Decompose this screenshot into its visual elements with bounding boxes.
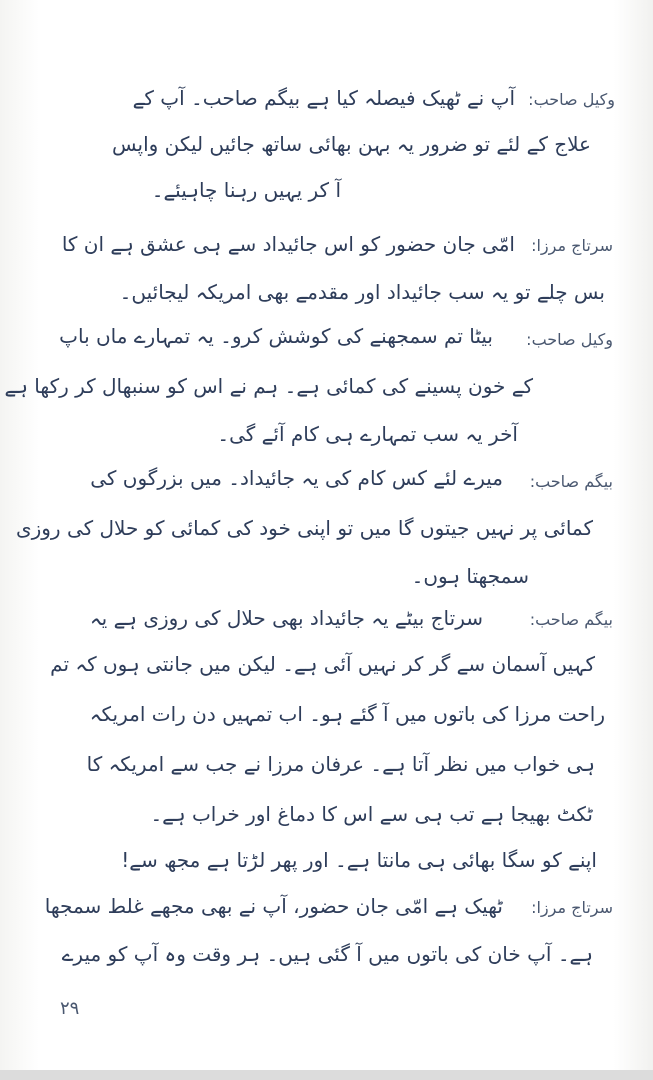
dialogue-line: اپنے کو سگا بھائی ہی مانتا ہے۔ اور پھر لڑتا ہے مجھ سے! <box>121 848 597 872</box>
dialogue-line: ٹھیک ہے امّی جان حضور، آپ نے بھی مجھے غلط سمجھا <box>44 894 503 918</box>
dialogue-line: کے خون پسینے کی کمائی ہے۔ ہم نے اس کو سنبھال کر رکھا ہے <box>4 374 533 398</box>
speaker-label: وکیل صاحب: <box>526 330 613 349</box>
dialogue-line: ہی خواب میں نظر آتا ہے۔ عرفان مرزا نے جب سے امریکہ کا <box>86 752 595 776</box>
dialogue-line: کہیں آسمان سے گر کر نہیں آئی ہے۔ لیکن میں جانتی ہوں کہ تم <box>50 652 595 676</box>
speaker-label: بیگم صاحب: <box>529 610 613 629</box>
dialogue-line: امّی جان حضور کو اس جائیداد سے ہی عشق ہے ان کا <box>61 232 515 256</box>
scan-bottom-edge <box>0 1070 653 1080</box>
dialogue-line: علاج کے لئے تو ضرور یہ بہن بھائی ساتھ جائیں لیکن واپس <box>112 132 591 156</box>
dialogue-line: بیٹا تم سمجھنے کی کوشش کرو۔ یہ تمہارے ماں باپ <box>59 324 493 348</box>
speaker-label: بیگم صاحب: <box>529 472 613 491</box>
page-number: ۲۹ <box>60 998 80 1019</box>
dialogue-line: بس چلے تو یہ سب جائیداد اور مقدمے بھی امریکہ لیجائیں۔ <box>119 280 605 304</box>
dialogue-line: سمجھتا ہوں۔ <box>411 564 529 588</box>
dialogue-line: کمائی پر نہیں جیتوں گا میں تو اپنی خود کی کمائی کو حلال کی روزی <box>15 516 593 540</box>
speaker-label: سرتاج مرزا: <box>531 898 613 917</box>
dialogue-line: آ کر یہیں رہنا چاہیئے۔ <box>151 178 341 202</box>
dialogue-line: میرے لئے کس کام کی یہ جائیداد۔ میں بزرگوں کی <box>90 466 503 490</box>
dialogue-line: ہے۔ آپ خان کی باتوں میں آ گئی ہیں۔ ہر وقت وہ آپ کو میرے <box>61 942 593 966</box>
speaker-label: سرتاج مرزا: <box>531 236 613 255</box>
dialogue-line: آخر یہ سب تمہارے ہی کام آئے گی۔ <box>217 422 518 446</box>
speaker-label: وکیل صاحب: <box>528 90 615 109</box>
dialogue-line: راحت مرزا کی باتوں میں آ گئے ہو۔ اب تمہیں دن رات امریکہ <box>89 702 605 726</box>
dialogue-line: آپ نے ٹھیک فیصلہ کیا ہے بیگم صاحب۔ آپ کے <box>132 86 515 110</box>
dialogue-line: ٹکٹ بھیجا ہے تب ہی سے اس کا دماغ اور خراب ہے۔ <box>150 802 593 826</box>
dialogue-line: سرتاج بیٹے یہ جائیداد بھی حلال کی روزی ہے یہ <box>89 606 483 630</box>
